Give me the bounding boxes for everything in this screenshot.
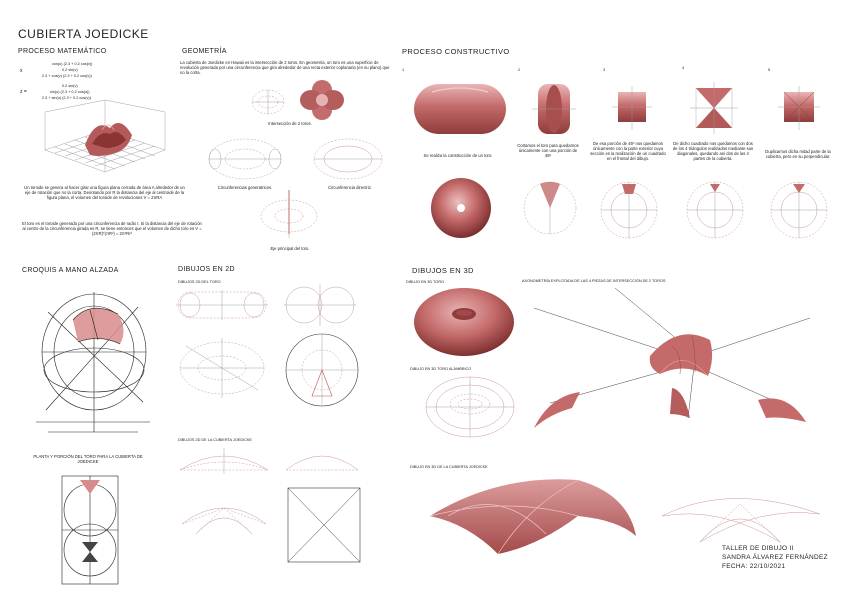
footer-date: FECHA: 22/10/2021 [722, 563, 786, 570]
step5-full [778, 86, 820, 130]
cubierta-2d-plan [284, 484, 364, 566]
eq-x: cos(u) (2.3 + 0.2 cos(v)) [52, 62, 93, 66]
page-title: CUBIERTA JOEDICKE [18, 27, 149, 41]
eq-b: sin(u) (2.3 + 0.2 cos(u)) [50, 90, 90, 94]
step-5-number: 5 [768, 68, 771, 72]
label-eje: Eje principal del toro. [270, 246, 310, 251]
label-generatrices: Circunferencias generatrices. [217, 185, 273, 190]
footer-taller: TALLER DE DIBUJO II [722, 545, 794, 552]
footer-credits [722, 544, 828, 571]
label-directriz: Circunferencia directriz. [328, 185, 372, 190]
label-3d-toro: DIBUJO EN 3D TORO [406, 280, 445, 284]
croquis-caption: PLANTA Y PORCIÓN DEL TORO PARA LA CUBIERTA DE JOEDICKE [33, 454, 143, 464]
caption-step4: De dicho cuadrado nos quedamos con dos de los 4 triángulos realizados mediante sus diagonales, quedando así dos de las 4 partes de la cubierta. [672, 141, 754, 161]
step-2-number: 2 [518, 68, 521, 72]
math-text-toroide: Un toroide se genera al hacer girar una figura plana cerrada de área A alrededor de un eje de rotación que no la corta. Denotando por R la distancia del eje al centroide de la figura plana, el volumen del toroide de revoluciones V = 2πRA [24, 185, 185, 200]
step-4-number: 4 [682, 66, 685, 70]
cubierta-2d-perspective [176, 494, 272, 544]
caption-step1: Se realiza la construcción de un toro. [423, 153, 493, 158]
interseccion-solid [300, 80, 344, 120]
toro-2d-side [284, 284, 356, 326]
toro-3d-render [412, 286, 516, 358]
step-1-number: 1 [402, 68, 405, 72]
caption-step2: Cortamos el toro para quedarnos únicamente con una porción de 45º [517, 143, 579, 158]
section-proceso-constructivo: PROCESO CONSTRUCTIVO [402, 47, 510, 56]
caption-step3: De esa porción de 45º nos quedamos únicamente con la parte exterior cuya sección es la realización de un cuadrado en el frontal del dibujo. [590, 141, 666, 161]
footer-author: SANDRA ÁLVAREZ FERNÁNDEZ [722, 554, 828, 561]
label-3d-alambrico: DIBUJO EN 3D TORO ALÁMBRICO [410, 367, 472, 371]
generatrices-drawing [205, 135, 285, 185]
step2-plan [522, 180, 578, 236]
eje-principal-drawing [258, 190, 320, 238]
label-interseccion: Intersección de 2 toros. [268, 121, 312, 126]
cubierta-2d-elevation-2 [282, 448, 362, 474]
toro-3d-wireframe [424, 374, 516, 440]
eq-z: 0.2 sin(v) [62, 68, 78, 72]
section-geometria: GEOMETRÍA [182, 48, 227, 55]
step4-triangles [690, 82, 738, 134]
toro-2d-perspective [176, 336, 268, 400]
label-dibujos-2d-toro: DIBUJOS 2D DEL TORO [178, 280, 221, 284]
step4-plan [684, 180, 746, 240]
eq-y: 2.3 + cos(v) (2.3 + 0.2 cos(v)) [42, 74, 92, 78]
section-proceso-matematico: PROCESO MATEMÁTICO [18, 48, 107, 55]
caption-step5: Duplicamos dicha mitad parte de la cubierta, pero en su perpendicular. [765, 149, 831, 159]
section-dibujos-2d: DIBUJOS EN 2D [178, 266, 235, 273]
eq-c: 2.3 + sin(u) (2.3 + 0.2 cos(v)) [42, 96, 91, 100]
label-3d-cubierta: DIBUJO EN 3D DE LA CUBIERTA JOEDICKE [410, 465, 488, 469]
toro-2d-elevation [176, 290, 268, 320]
eq-a: 0.2 sin(v) [62, 84, 78, 88]
interseccion-wire [250, 88, 286, 116]
geometria-text: La cubierta de Joedicke en Hawaii es la intersección de 2 toros. En geometría, un toro es una superficie de revolución generada por una circunferencia que gira alrededor de una recta exterior coplanaria (en su plano) que no la corta. [180, 60, 390, 75]
cubierta-3d-wireframe [660, 486, 822, 546]
step1-torus-top [426, 178, 496, 238]
math-3d-plot [40, 100, 170, 180]
math-text-toro: El toro es el toroide generado por una circunferencia de radio r. Si la distancia del eje de rotación al centro de la circunferencia girada es R, se tiene entonces que el volumen de dicho toro es V = (2πR)*(πR²) = 2π²Rr² [22, 221, 202, 236]
label-dibujos-2d-cubierta: DIBUJOS 2D DE LA CUBIERTA JOEDICKE [178, 438, 252, 442]
toro-2d-plan [282, 330, 362, 410]
step3-square [612, 86, 652, 130]
label-axonometria: AXONOMETRÍA EXPLOTADA DE LAS 4 PIEZAS DE INTERSECCIÓN DE 2 TOROS [522, 279, 666, 283]
step2-portion [532, 80, 576, 138]
step-3-number: 3 [603, 68, 606, 72]
directriz-drawing [312, 135, 384, 183]
croquis-sketch [28, 282, 158, 444]
cubierta-3d-render [428, 476, 640, 556]
cubierta-2d-elevation-1 [176, 448, 272, 474]
step3-plan [598, 180, 660, 240]
section-croquis: CROQUIS A MANO ALZADA [22, 267, 119, 274]
axonometria-explotada [520, 288, 820, 448]
step1-torus-side [412, 80, 508, 138]
croquis-plan [56, 470, 124, 590]
section-dibujos-3d: DIBUJOS EN 3D [412, 266, 474, 275]
step5-plan [768, 180, 830, 240]
